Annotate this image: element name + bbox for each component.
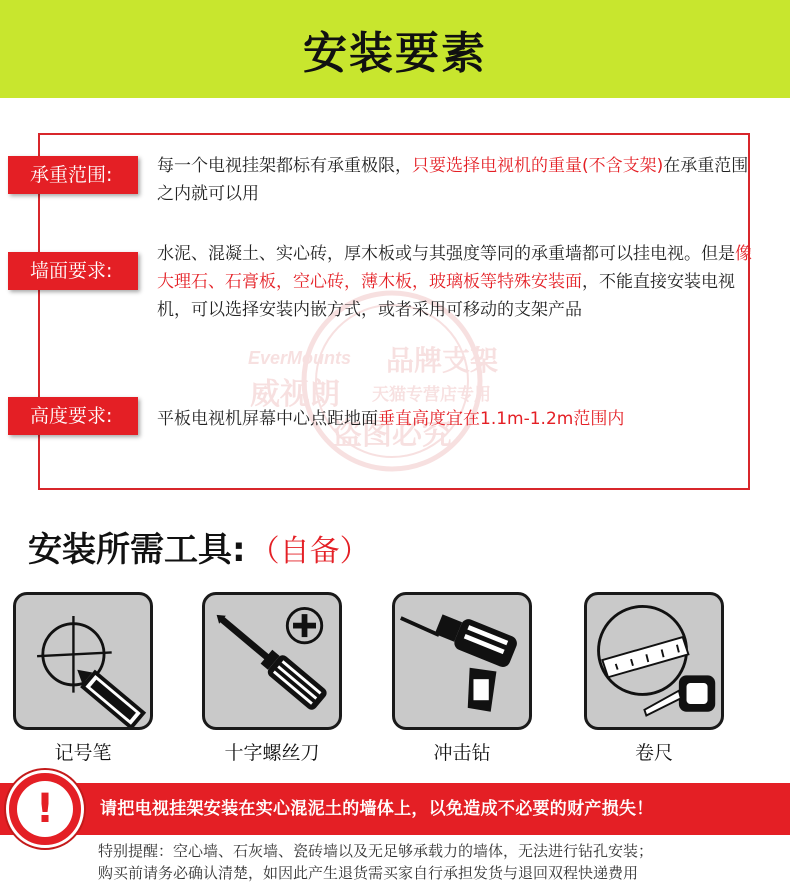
exclamation-icon: ! bbox=[17, 781, 73, 837]
warning-bar bbox=[0, 783, 790, 835]
height-requirement-text bbox=[157, 405, 757, 433]
special-notice bbox=[98, 840, 778, 884]
tool-drill bbox=[392, 592, 532, 765]
tool-marker-label: 记号笔 bbox=[54, 742, 112, 764]
tools-title: 安装所需工具: bbox=[28, 530, 246, 570]
notice-line-1: 特别提醒：空心墙、石灰墙、瓷砖墙以及无足够承载力的墙体，无法进行钻孔安装； bbox=[98, 842, 654, 860]
tool-tape-label: 卷尺 bbox=[634, 742, 673, 764]
wall-requirement-label: 墙面要求: bbox=[8, 252, 138, 290]
body-text: 平板电视机屏幕中心点距地面 bbox=[157, 409, 378, 429]
tools-title-note: （自备） bbox=[249, 534, 370, 569]
notice-line-2: 购买前请务必确认清楚，如因此产生退货需买家自行承担发货与退回双程快递费用 bbox=[98, 864, 639, 882]
warning-badge bbox=[6, 770, 84, 848]
watermark-line2: 天猫专营店专用 bbox=[372, 385, 491, 405]
box-top-border bbox=[38, 133, 750, 135]
body-text: 水泥、混凝土、实心砖，厚木板或与其强度等同的承重墙都可以挂电视。但是 bbox=[157, 244, 735, 264]
page-title: 安装要素 bbox=[303, 28, 487, 79]
load-range-label: 承重范围: bbox=[8, 156, 138, 194]
tool-screwdriver bbox=[202, 592, 342, 765]
tape-measure-icon bbox=[584, 592, 724, 730]
watermark-line1: 品牌支架 bbox=[386, 344, 499, 377]
highlighted-text: 垂直高度宜在1.1m-1.2m范围内 bbox=[378, 409, 625, 429]
phillips-screwdriver-icon bbox=[202, 592, 342, 730]
body-text: 每一个电视挂架都标有承重极限， bbox=[157, 156, 412, 176]
warning-text: 请把电视挂架安装在实心混泥土的墙体上，以免造成不必要的财产损失！ bbox=[100, 799, 654, 819]
impact-drill-icon bbox=[392, 592, 532, 730]
watermark-line3: 盗图必究 bbox=[332, 417, 452, 452]
body-text: ，不能直接安装电视机，可以选择安装内嵌方式，或者采用可移动的支架产品 bbox=[157, 272, 735, 320]
highlighted-text: 只要选择电视机的重量(不含支架) bbox=[412, 156, 664, 176]
watermark-brand-cn: 威视朗 bbox=[250, 377, 340, 412]
wall-requirement-text bbox=[157, 240, 757, 324]
marker-pen-icon bbox=[13, 592, 153, 730]
load-range-text bbox=[157, 152, 757, 208]
tools-heading bbox=[28, 522, 370, 571]
tool-screwdriver-label: 十字螺丝刀 bbox=[224, 742, 320, 764]
height-requirement-label: 高度要求: bbox=[8, 397, 138, 435]
header-banner bbox=[0, 0, 790, 98]
tool-drill-label: 冲击钻 bbox=[433, 742, 491, 764]
tool-tape bbox=[584, 592, 724, 765]
tool-marker bbox=[13, 592, 153, 765]
body-text: 在承重范围之内就可以用 bbox=[157, 156, 749, 204]
highlighted-text: 像大理石、石膏板，空心砖，薄木板，玻璃板等特殊安装面 bbox=[157, 244, 752, 292]
watermark-brand-en: EverMounts bbox=[248, 348, 352, 368]
